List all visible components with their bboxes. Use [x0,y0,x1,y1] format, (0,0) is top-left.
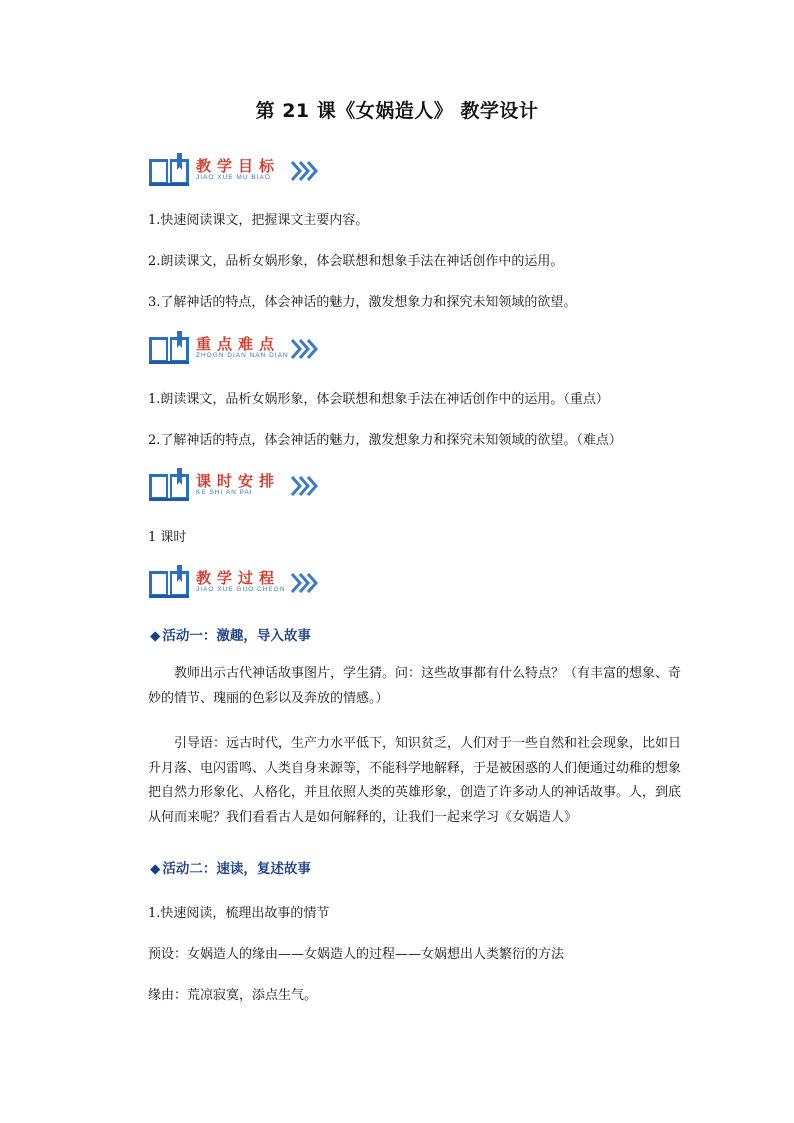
section-heading: 教学目标 [196,157,281,175]
chevrons-icon [290,159,318,183]
book-icon [148,565,190,601]
activity-1-paragraph-2: 引导语：远古时代，生产力水平低下，知识贫乏，人们对于一些自然和社会现象，比如日升月落、电闪雷鸣、人类自身来源等，不能科学地解释，于是被困惑的人们便通过幼稚的想象把自然力形象化、人格化，并且依照人类的英雄形象，创造了许多动人的神话故事。人，到底从何而来呢？我们看看古人是如何解释的，让我们一起来学习《女娲造人》 [148,736,682,825]
section-header-key-points [148,331,468,371]
book-icon [148,153,190,189]
activity-2-line-2: 预设：女娲造人的缘由——女娲造人的过程——女娲想出人类繁衍的方法 [148,947,565,962]
activity-2-line-1: 1.快速阅读，梳理出故事的情节 [148,906,330,921]
section-header-objectives [148,153,468,193]
activity-1-paragraph-1: 教师出示古代神话故事图片，学生猜。问：这些故事都有什么特点？（有丰富的想象、奇妙的情节、瑰丽的色彩以及奔放的情感。） [148,666,682,706]
activity-2-heading [150,857,311,877]
book-icon [148,331,190,367]
activity-2-line-3: 缘由：荒凉寂寞，添点生气。 [148,988,318,1003]
chevrons-icon [290,571,318,595]
page-title: 第 21 课《女娲造人》 教学设计 [255,100,539,122]
activity-1-heading [150,624,311,644]
schedule-text: 1 课时 [148,530,187,545]
section-pinyin: JIAO XUE MU BIAO [196,174,271,181]
section-pinyin: ZHOGN DIAN NAN DIAN [196,352,289,359]
chevrons-icon [290,337,318,361]
section-heading: 课时安排 [196,472,281,490]
objective-2: 2.朗读课文，品析女娲形象，体会联想和想象手法在神话创作中的运用。 [148,254,564,269]
key-point-1: 1.朗读课文，品析女娲形象，体会联想和想象手法在神话创作中的运用。（重点） [148,392,609,407]
section-pinyin: KE SHI AN PAI [196,489,253,496]
activity-1-label: 活动一：激趣，导入故事 [162,628,311,644]
diamond-bullet-icon: ◆ [150,861,161,877]
section-header-schedule [148,468,468,508]
section-header-process [148,565,468,605]
section-heading: 重点难点 [196,335,281,353]
section-pinyin: JIAO XUE GUO CHEGN [196,586,286,593]
activity-2-label: 活动二：速读，复述故事 [162,861,311,877]
book-icon [148,468,190,504]
section-heading: 教学过程 [196,569,281,587]
chevrons-icon [290,474,318,498]
diamond-bullet-icon: ◆ [150,628,161,644]
objective-1: 1.快速阅读课文，把握课文主要内容。 [148,213,369,228]
objective-3: 3.了解神话的特点，体会神话的魅力，激发想象力和探究未知领域的欲望。 [148,295,577,310]
key-point-2: 2.了解神话的特点，体会神话的魅力，激发想象力和探究未知领域的欲望。（难点） [148,433,622,448]
